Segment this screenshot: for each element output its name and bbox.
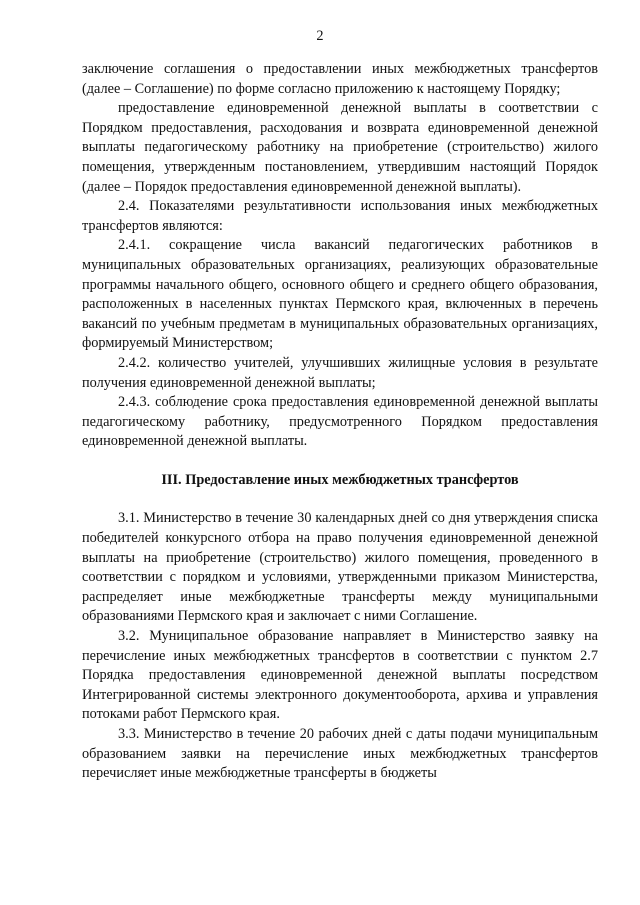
section-heading: III. Предоставление иных межбюджетных трансфертов bbox=[161, 471, 519, 488]
paragraph-3-1: 3.1. Министерство в течение 30 календарных дней со дня утверждения списка победителей конкурсного отбора на право получения единовременной денежной выплаты на приобретение (строительство) жилого помещения, проведенного в соответствии с порядком и условиями, утвержденными приказом Министерства, распределяет иные межбюджетные трансферты между муниципальными образованиями Пермского края и заключает с ними Соглашение. bbox=[82, 510, 598, 625]
paragraph-one-time-payment: предоставление единовременной денежной выплаты в соответствии с Порядком предоставления, расходования и возврата единовременной денежной выплаты педагогическому работнику на приобретение (строительство) жилого помещения, утвержденным постановлением, утвердившим настоящий Порядок (далее – Порядок предоставления единовременной денежной выплаты). bbox=[82, 100, 598, 195]
paragraph-2-4: 2.4. Показателями результативности использования иных межбюджетных трансфертов являются: bbox=[82, 198, 598, 234]
page-number: 2 bbox=[316, 28, 324, 44]
paragraph-2-4-3: 2.4.3. соблюдение срока предоставления единовременной денежной выплаты педагогическому работнику, предусмотренного Порядком предоставления единовременной денежной выплаты. bbox=[82, 394, 598, 450]
paragraph-2-4-2: 2.4.2. количество учителей, улучшивших жилищные условия в результате получения единовременной денежной выплаты; bbox=[82, 354, 598, 391]
paragraph-3-2: 3.2. Муниципальное образование направляет в Министерство заявку на перечисление иных межбюджетных трансфертов в соответствии с пунктом 2.7 Порядка предоставления единовременной денежной выплаты посредством Интегрированной системы электронного документооборота, архива и управления потоками работ Пермского края. bbox=[82, 628, 598, 723]
paragraph-2-4-1: 2.4.1. сокращение числа вакансий педагогических работников в муниципальных образовательных организациях, реализующих образовательные программы начального общего, основного общего и среднего общего образования, расположенных в населенных пунктах Пермского края, включенных в перечень вакансий по учебным предметам в муниципальных образовательных организациях, формируемый Министерством; bbox=[82, 237, 598, 352]
document-body bbox=[82, 60, 598, 784]
paragraph-3-3: 3.3. Министерство в течение 20 рабочих дней с даты подачи муниципальным образованием заявки на перечисление иных межбюджетных трансфертов перечисляет иные межбюджетные трансферты в бюджеты bbox=[82, 726, 598, 782]
spacer bbox=[82, 452, 598, 471]
spacer bbox=[82, 490, 598, 509]
paragraph-agreement: заключение соглашения о предоставлении иных межбюджетных трансфертов (далее – Соглашение) по форме согласно приложению к настоящему Порядку; bbox=[82, 61, 598, 97]
